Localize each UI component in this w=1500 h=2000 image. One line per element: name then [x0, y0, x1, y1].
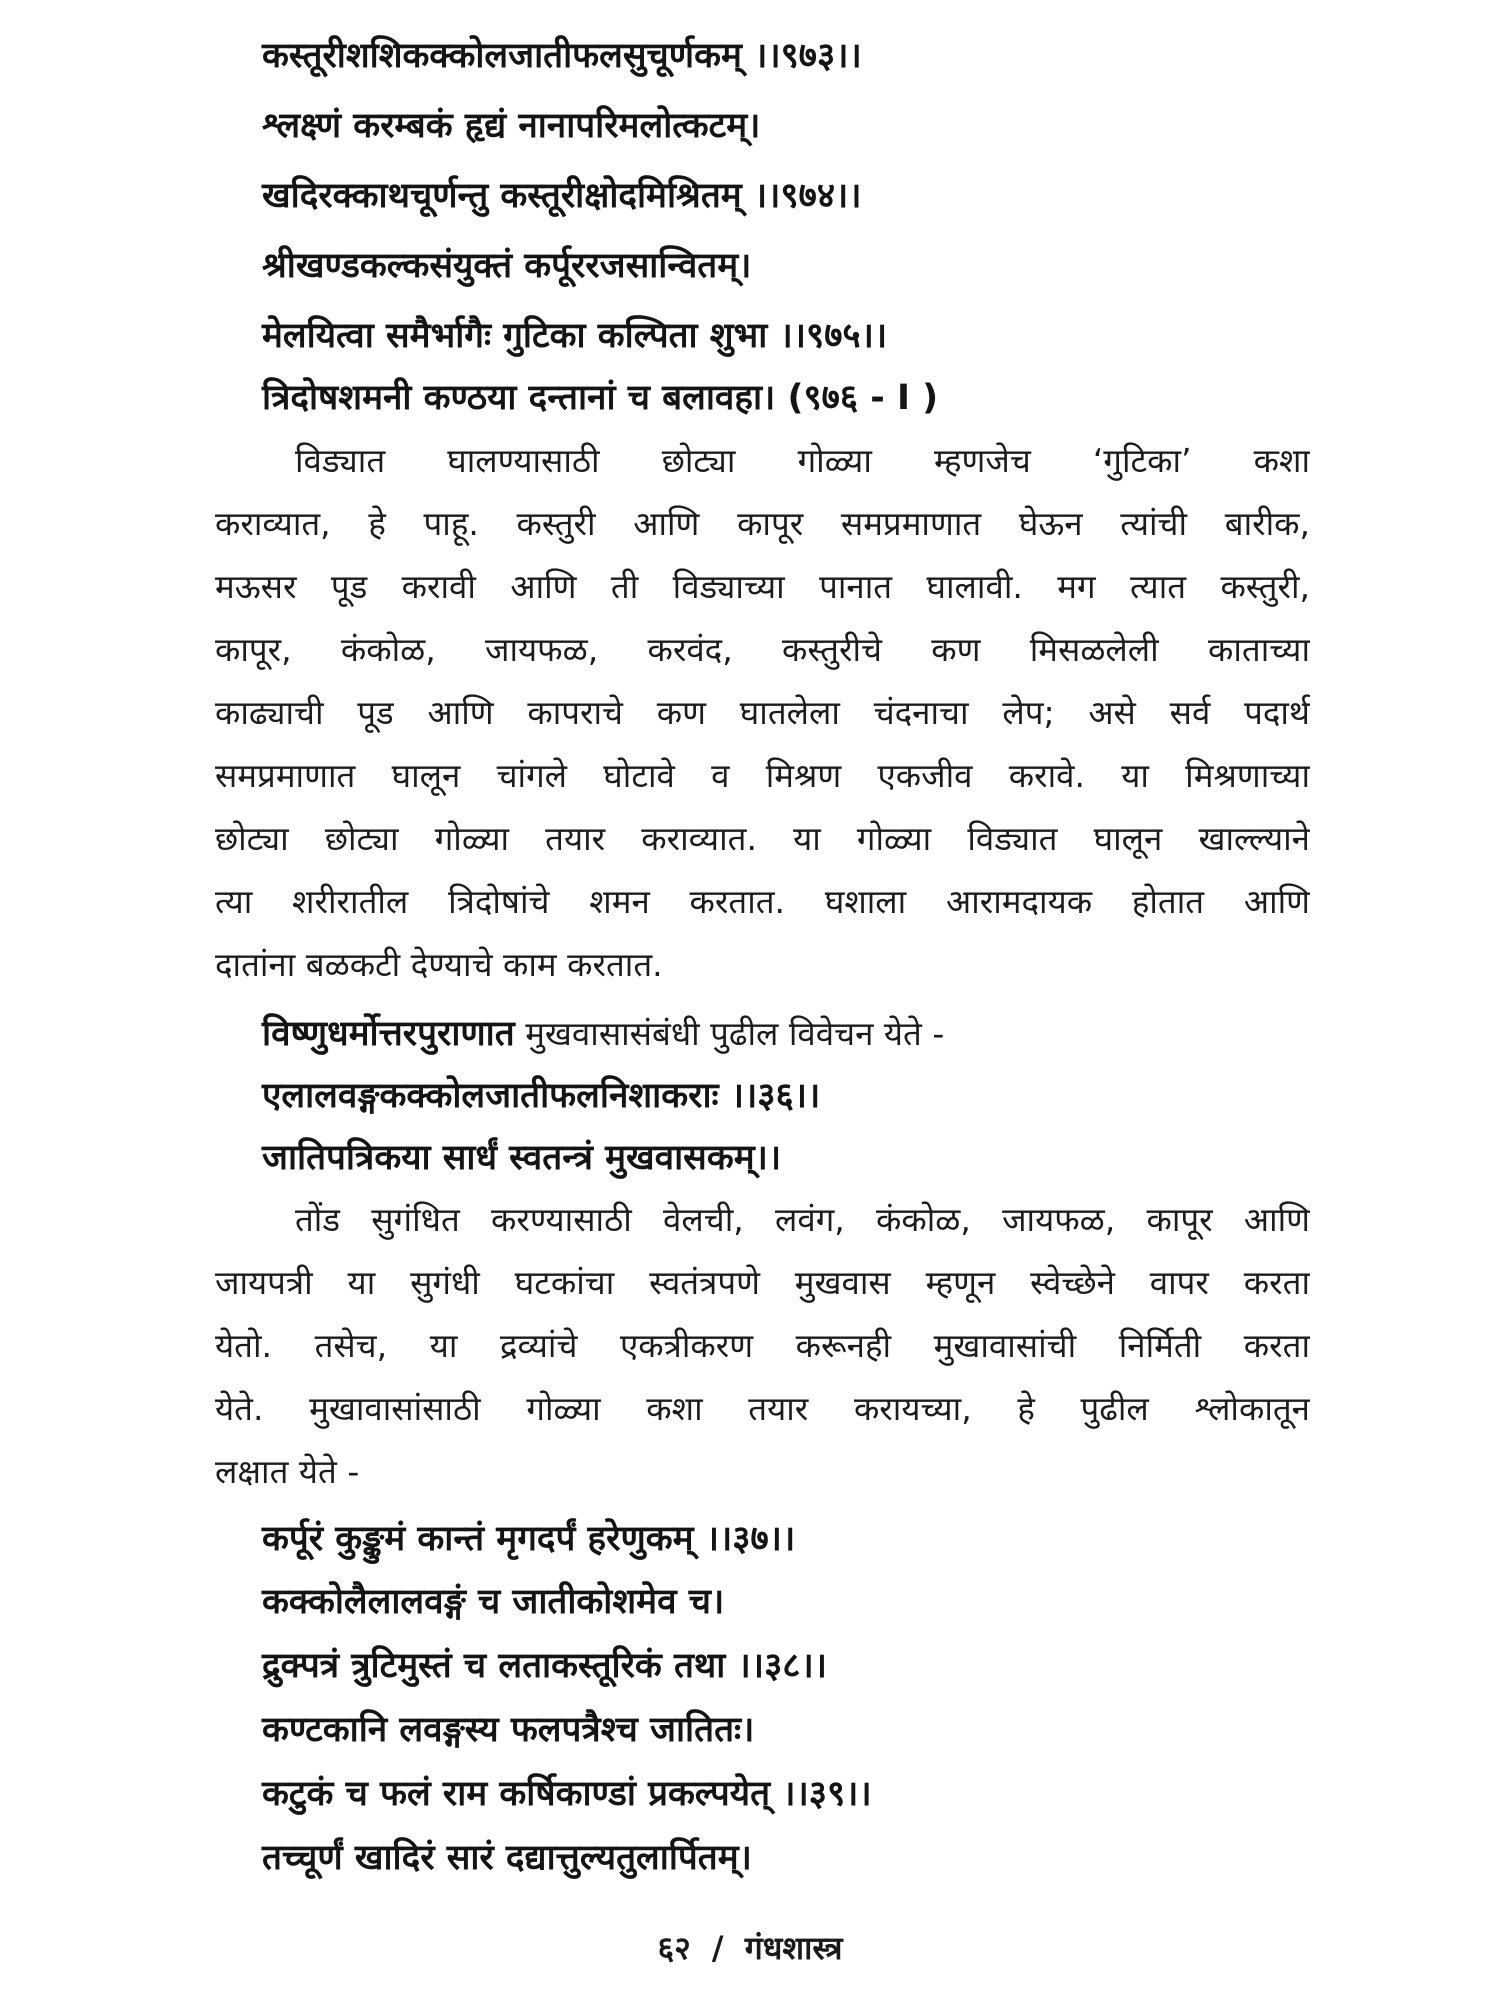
paragraph-line: कराव्यात, हे पाहू. कस्तुरी आणि कापूर समप्रमाणात घेऊन त्यांची बारीक, [215, 504, 1310, 543]
verse-line: त्रिदोषशमनी कण्ठया दन्तानां च बलावहा। (९७६ - I ) [262, 378, 939, 418]
verse-line: श्रीखण्डकल्कसंयुक्तं कर्पूररजसान्वितम्। [262, 246, 752, 286]
footer-separator: / [711, 1929, 724, 1967]
paragraph-line: लक्षात येते - [215, 1452, 360, 1491]
page-footer [0, 1928, 1500, 1968]
verse-line: कटुकं च फलं राम कर्षिकाण्डां प्रकल्पयेत् ।।३९।। [262, 1774, 872, 1814]
verse-line: कण्टकानि लवङ्गस्य फलपत्रैश्च जातितः। [262, 1710, 755, 1750]
verse-line: द्रुक्पत्रं त्रुटिमुस्तं च लताकस्तूरिकं तथा ।।३८।। [262, 1646, 827, 1686]
paragraph-line: मऊसर पूड करावी आणि ती विड्याच्या पानात घालावी. मग त्यात कस्तुरी, [215, 567, 1310, 606]
verse-line: श्लक्ष्णं करम्बकं हृद्यं नानापरिमलोत्कटम्। [262, 106, 761, 146]
verse-line: मेलयित्वा समैर्भागैः गुटिका कल्पिता शुभा ।।९७५।। [262, 316, 888, 356]
paragraph-line: विड्यात घालण्यासाठी छोट्या गोळ्या म्हणजेच ‘गुटिका’ कशा [295, 441, 1310, 480]
verse-line: कक्कोलैलालवङ्गं च जातीकोशमेव च। [262, 1582, 725, 1622]
commentary-paragraph-2 [215, 1188, 1310, 1503]
paragraph-line: कापूर, कंकोळ, जायफळ, करवंद, कस्तुरीचे कण मिसळलेली काताच्या [215, 630, 1310, 669]
source-name: विष्णुधर्मोत्तरपुराणात [262, 1014, 515, 1054]
paragraph-line: येते. मुखावासांसाठी गोळ्या कशा तयार करायच्या, हे पुढील श्लोकातून [215, 1389, 1310, 1428]
paragraph-line: समप्रमाणात घालून चांगले घोटावे व मिश्रण एकजीव करावे. या मिश्रणाच्या [215, 756, 1310, 795]
paragraph-line: जायपत्री या सुगंधी घटकांचा स्वतंत्रपणे मुखवास म्हणून स्वेच्छेने वापर करता [215, 1263, 1310, 1302]
paragraph-line: काढ्याची पूड आणि कापराचे कण घातलेला चंदनाचा लेप; असे सर्व पदार्थ [215, 693, 1310, 732]
paragraph-line: तोंड सुगंधित करण्यासाठी वेलची, लवंग, कंकोळ, जायफळ, कापूर आणि [295, 1200, 1310, 1239]
verse-line: कर्पूरं कुङ्कुमं कान्तं मृगदर्पं हरेणुकम् ।।३७।। [262, 1519, 796, 1559]
verse-line: एलालवङ्गकक्कोलजातीफलनिशाकराः ।।३६।। [262, 1076, 821, 1116]
source-line [262, 1012, 944, 1056]
paragraph-line: छोट्या छोट्या गोळ्या तयार कराव्यात. या गोळ्या विड्यात घालून खाल्ल्याने [215, 819, 1310, 858]
page-number: ६२ [657, 1929, 691, 1967]
verse-line: खदिरक्काथचूर्णन्तु कस्तूरीक्षोदमिश्रितम् ।।९७४।। [262, 176, 862, 216]
verse-line: कस्तूरीशशिकक्कोलजातीफलसुचूर्णकम् ।।९७३।। [262, 36, 862, 76]
paragraph-line: दातांना बळकटी देण्याचे काम करतात. [215, 945, 663, 984]
paragraph-line: येतो. तसेच, या द्रव्यांचे एकत्रीकरण करूनही मुखावासांची निर्मिती करता [215, 1326, 1310, 1365]
commentary-paragraph-1 [215, 429, 1310, 996]
book-title: गंधशास्त्र [744, 1929, 843, 1967]
paragraph-line: त्या शरीरातील त्रिदोषांचे शमन करतात. घशाला आरामदायक होतात आणि [215, 882, 1310, 921]
verse-line: तच्चूर्णं खादिरं सारं दद्यात्तुल्यतुलार्पितम्। [262, 1838, 752, 1878]
source-line-rest: मुखवासासंबंधी पुढील विवेचन येते - [514, 1014, 945, 1053]
verse-line: जातिपत्रिकया सार्धं स्वतन्त्रं मुखवासकम्।। [262, 1138, 782, 1178]
